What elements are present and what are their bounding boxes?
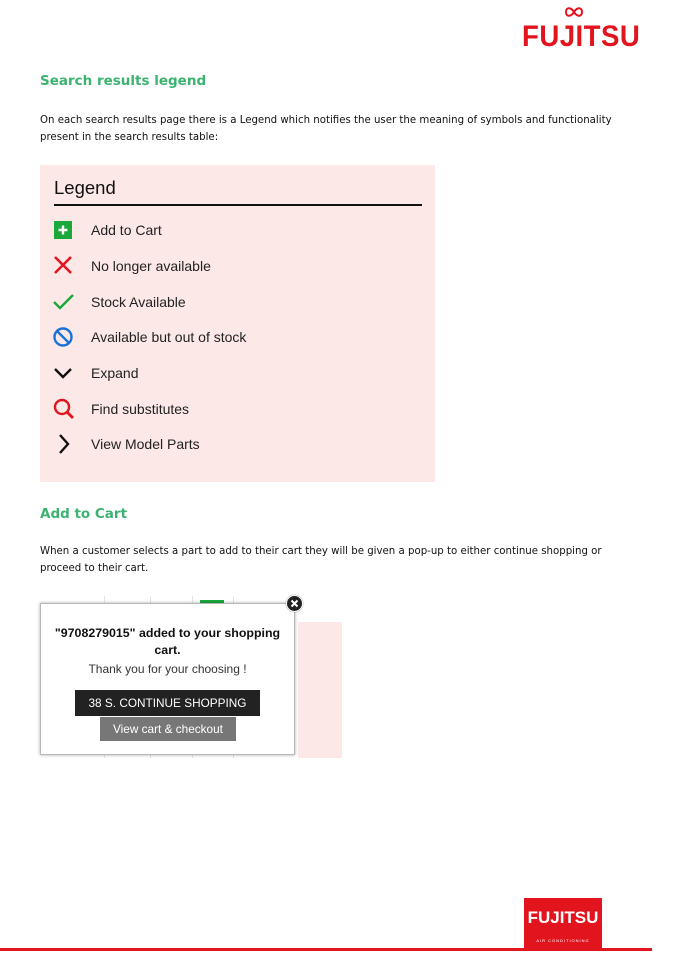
fujitsu-footer-logo — [524, 898, 602, 950]
expand-icon — [52, 361, 76, 385]
out-of-stock-icon — [52, 325, 76, 349]
no-longer-available-icon — [52, 254, 76, 278]
add-to-cart-section-heading: Add to Cart — [40, 506, 128, 522]
legend-item-stock-available — [52, 290, 412, 314]
legend-item-label: View Model Parts — [91, 436, 200, 452]
legend-item-label: No longer available — [91, 258, 211, 274]
view-cart-checkout-button[interactable]: View cart & checkout — [100, 717, 236, 741]
legend-section-description: On each search results page there is a Legend which notifies the user the meaning of symbols and functionality present in the search results table: — [40, 115, 612, 143]
popup-thanks-text: Thank you for your choosing ! — [88, 662, 247, 676]
add-to-cart-icon — [52, 218, 76, 242]
legend-item-out-of-stock — [52, 325, 412, 349]
logo-wordmark: FUJITSU — [527, 908, 599, 927]
added-to-cart-popup — [40, 603, 295, 755]
legend-panel — [40, 165, 435, 482]
logo-tagline: AIR CONDITIONING — [536, 938, 590, 943]
legend-item-label: Expand — [91, 365, 139, 381]
legend-item-label: Available but out of stock — [91, 329, 247, 345]
find-substitutes-icon — [52, 397, 76, 421]
stock-available-icon — [52, 290, 76, 314]
add-to-cart-section-description: When a customer selects a part to add to their cart they will be given a pop-up to either continue shopping or proceed to their cart. — [40, 546, 602, 574]
legend-item-view-model-parts — [52, 432, 412, 456]
footer-divider — [0, 948, 652, 951]
legend-item-no-longer-available — [52, 254, 412, 278]
legend-item-label: Stock Available — [91, 294, 186, 310]
legend-item-expand — [52, 361, 412, 385]
legend-item-label: Find substitutes — [91, 401, 190, 417]
legend-divider — [54, 204, 422, 206]
legend-item-find-substitutes — [52, 397, 412, 421]
legend-item-label: Add to Cart — [91, 222, 162, 238]
fujitsu-logo — [522, 16, 641, 56]
view-model-parts-icon — [52, 432, 76, 456]
popup-message: "9708279015" added to your shopping cart. — [54, 626, 281, 657]
logo-wordmark: FUJITSU — [522, 20, 641, 53]
continue-shopping-button[interactable]: 38 S. CONTINUE SHOPPING — [75, 690, 260, 716]
infinity-mark-icon — [564, 4, 584, 20]
close-icon[interactable] — [286, 595, 303, 612]
legend-section-heading: Search results legend — [40, 73, 207, 89]
legend-item-add-to-cart — [52, 218, 412, 242]
legend-title: Legend — [54, 177, 116, 198]
